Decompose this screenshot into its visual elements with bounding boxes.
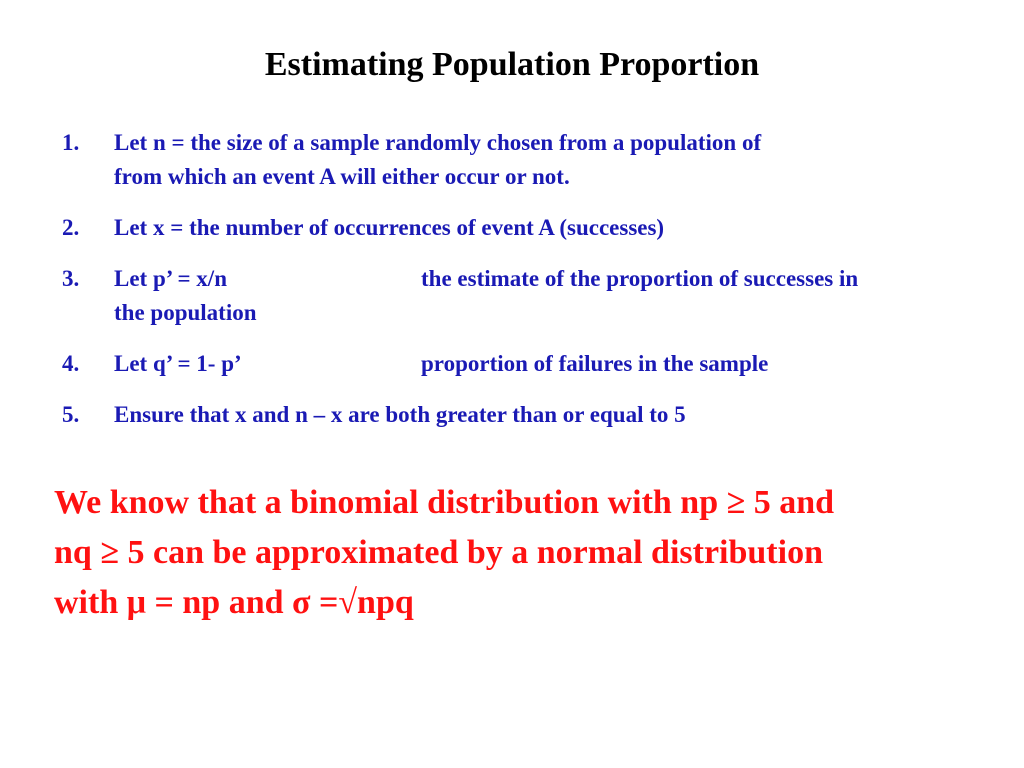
note-line: We know that a binomial distribution with np ≥ 5 and: [54, 484, 835, 521]
note-line: nq ≥ 5 can be approximated by a normal distribution: [54, 534, 823, 571]
list-item-line: Let n = the size of a sample randomly chosen from a population of: [114, 130, 762, 155]
list-item-line: [114, 347, 934, 381]
list-item-text: [114, 347, 934, 381]
list-item-line: from which an event A will either occur or not.: [114, 164, 570, 189]
binomial-normal-note: [54, 478, 994, 628]
list-item-number: 3.: [62, 266, 80, 291]
slide-title: Estimating Population Proportion: [264, 46, 760, 83]
note-line: with μ = np and σ =√npq: [54, 584, 414, 621]
list-item-description: proportion of failures in the sample: [421, 351, 769, 376]
list-item-formula: Let q’ = 1- p’: [114, 351, 242, 376]
list-item-line: Let x = the number of occurrences of event A (successes): [114, 215, 665, 240]
list-item-text: [114, 211, 934, 245]
list-item-number: 2.: [62, 215, 80, 240]
list-item-line: Ensure that x and n – x are both greater than or equal to 5: [114, 402, 686, 427]
list-item-line: the population: [114, 300, 257, 325]
list-item-number: 1.: [62, 130, 80, 155]
list-item-number: 5.: [62, 402, 80, 427]
list-item-text: [114, 126, 934, 194]
list-item-description: the estimate of the proportion of successes in: [421, 266, 859, 291]
list-item-formula: Let p’ = x/n: [114, 266, 227, 291]
list-item-number: 4.: [62, 351, 80, 376]
list-item-text: [114, 262, 934, 330]
list-item-line: [114, 262, 934, 296]
list-item-text: [114, 398, 934, 432]
